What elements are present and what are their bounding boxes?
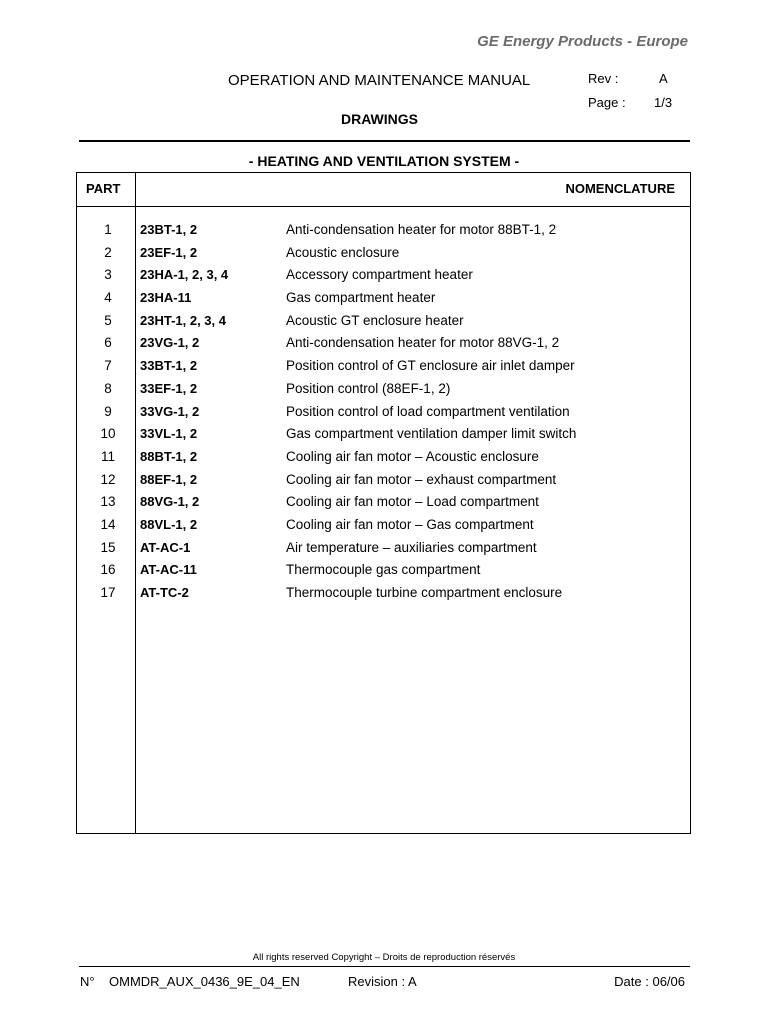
part-code: 88VL-1, 2 [140, 516, 198, 532]
table-row [76, 379, 691, 402]
part-code: 23VG-1, 2 [140, 335, 200, 351]
part-code: 23HA-11 [140, 290, 192, 306]
part-code: 23BT-1, 2 [140, 222, 198, 237]
part-description: Thermocouple gas compartment [286, 562, 481, 578]
part-code: 33VL-1, 2 [140, 426, 198, 442]
column-header-nomenclature: NOMENCLATURE [565, 181, 675, 196]
part-description: Position control (88EF-1, 2) [286, 380, 451, 396]
table-row [76, 424, 691, 447]
table-row [76, 402, 691, 425]
copyright-notice: All rights reserved Copyright – Droits de reproduction réservés [252, 952, 516, 963]
table-row [76, 515, 691, 538]
footer-rule [79, 966, 690, 967]
part-code: 33EF-1, 2 [140, 380, 198, 396]
part-number: 12 [100, 471, 116, 487]
part-number: 3 [104, 267, 112, 283]
company-name: GE Energy Products - Europe [477, 33, 688, 50]
table-row [76, 311, 691, 334]
rev-label: Rev : [588, 71, 619, 86]
system-title: - HEATING AND VENTILATION SYSTEM - [248, 153, 520, 169]
doc-code: OMMDR_AUX_0436_9E_04_EN [109, 974, 300, 989]
part-code: 23HT-1, 2, 3, 4 [140, 312, 226, 328]
part-description: Cooling air fan motor – Load compartment [286, 494, 539, 510]
part-number: 17 [100, 585, 116, 600]
part-number: 14 [100, 516, 116, 532]
part-description: Anti-condensation heater for motor 88VG-1, 2 [286, 335, 560, 351]
manual-title: OPERATION AND MAINTENANCE MANUAL [228, 72, 531, 89]
part-number: 15 [100, 539, 116, 555]
part-description: Accessory compartment heater [286, 267, 473, 283]
part-description: Position control of GT enclosure air inlet damper [286, 358, 575, 374]
part-description: Cooling air fan motor – Gas compartment [286, 516, 534, 532]
part-number: 5 [104, 312, 112, 328]
table-row [76, 470, 691, 493]
part-code: 23EF-1, 2 [140, 244, 198, 260]
header-rule [79, 140, 690, 142]
doc-number-label: N° [80, 974, 95, 989]
table-row [76, 288, 691, 311]
table-row [76, 492, 691, 515]
part-description: Gas compartment heater [286, 290, 436, 306]
part-description: Acoustic enclosure [286, 244, 400, 260]
part-number: 1 [104, 222, 112, 237]
table-body [76, 220, 691, 606]
part-number: 13 [100, 494, 116, 510]
part-number: 9 [104, 403, 112, 419]
part-code: AT-TC-2 [140, 585, 189, 600]
part-number: 8 [104, 380, 112, 396]
footer-date: Date : 06/06 [614, 974, 685, 989]
table-row [76, 243, 691, 266]
section-title: DRAWINGS [341, 111, 418, 127]
table-header-divider [76, 206, 691, 207]
table-row [76, 265, 691, 288]
part-number: 6 [104, 335, 112, 351]
rev-value: A [659, 71, 668, 86]
table-row [76, 356, 691, 379]
part-number: 11 [100, 448, 115, 464]
part-description: Cooling air fan motor – exhaust compartment [286, 471, 557, 487]
footer-revision: Revision : A [348, 974, 417, 989]
table-row [76, 333, 691, 356]
part-description: Thermocouple turbine compartment enclosure [286, 585, 563, 600]
column-header-part: PART [86, 181, 121, 196]
part-number: 10 [100, 426, 116, 442]
page-label: Page : [588, 95, 626, 110]
table-row [76, 583, 691, 606]
part-code: AT-AC-11 [140, 562, 197, 578]
part-description: Cooling air fan motor – Acoustic enclosure [286, 448, 539, 464]
part-code: 88VG-1, 2 [140, 494, 200, 510]
part-description: Acoustic GT enclosure heater [286, 312, 464, 328]
table-row [76, 538, 691, 561]
part-code: 33VG-1, 2 [140, 403, 200, 419]
part-description: Gas compartment ventilation damper limit switch [286, 426, 577, 442]
part-number: 16 [100, 562, 116, 578]
part-description: Position control of load compartment ventilation [286, 403, 570, 419]
part-number: 4 [104, 290, 112, 306]
part-code: 33BT-1, 2 [140, 358, 198, 374]
table-row [76, 447, 691, 470]
part-code: 88EF-1, 2 [140, 471, 198, 487]
part-description: Anti-condensation heater for motor 88BT-1, 2 [286, 222, 557, 237]
part-description: Air temperature – auxiliaries compartment [286, 539, 537, 555]
part-code: 88BT-1, 2 [140, 448, 198, 464]
table-row [76, 220, 691, 243]
part-code: AT-AC-1 [140, 539, 191, 555]
table-row [76, 560, 691, 583]
part-code: 23HA-1, 2, 3, 4 [140, 267, 229, 283]
part-number: 7 [104, 358, 112, 374]
page-value: 1/3 [654, 95, 673, 110]
part-number: 2 [104, 244, 112, 260]
